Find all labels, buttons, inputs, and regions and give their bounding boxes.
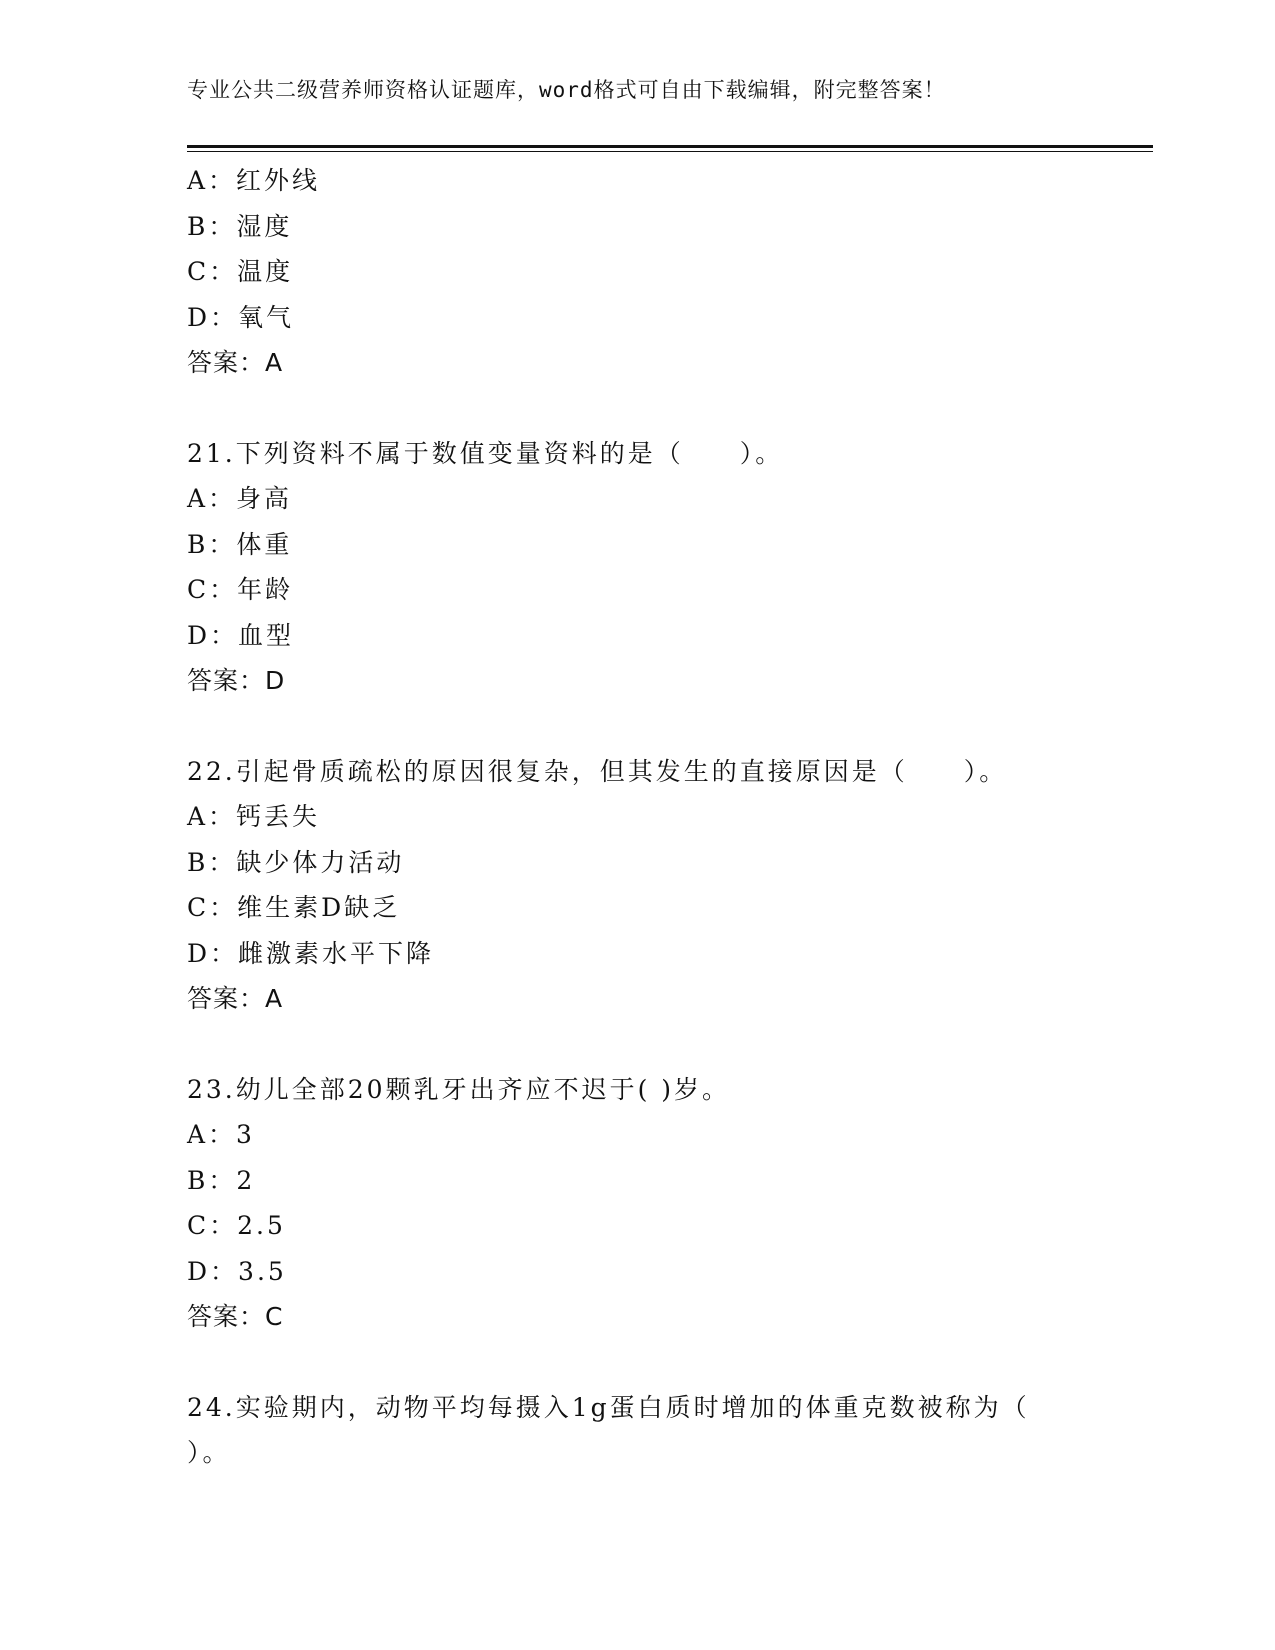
option-a: A：红外线 [187, 166, 321, 195]
header-rule-thin [187, 151, 1153, 152]
option-c: C：维生素D缺乏 [187, 893, 401, 922]
option-a: A：身高 [187, 484, 293, 513]
option-d: D：血型 [187, 620, 295, 650]
header-rule-thick [187, 145, 1153, 148]
option-a: A：钙丢失 [187, 802, 321, 831]
question-text-line-1: 24.实验期内，动物平均每摄入1g蛋白质时增加的体重克数被称为（ [187, 1392, 1030, 1422]
option-d: D：雌激素水平下降 [187, 938, 435, 968]
page-header: 专业公共二级营养师资格认证题库，word格式可自由下载编辑，附完整答案！ [187, 78, 946, 102]
answer-line: 答案：A [187, 348, 284, 377]
question-block-21 [187, 431, 1167, 704]
question-text: 22.引起骨质疏松的原因很复杂，但其发生的直接原因是（ ）。 [187, 756, 1008, 786]
option-d: D：氧气 [187, 302, 295, 332]
question-block-24 [187, 1385, 1167, 1476]
question-text-line-2: ）。 [187, 1438, 231, 1467]
question-text: 23.幼儿全部20颗乳牙出齐应不迟于( )岁。 [187, 1074, 731, 1104]
option-c: C：年龄 [187, 575, 294, 604]
question-block-22 [187, 749, 1167, 1022]
option-c: C：温度 [187, 257, 294, 286]
option-b: B：2 [187, 1165, 256, 1195]
question-content [187, 158, 1167, 1476]
question-text: 21.下列资料不属于数值变量资料的是（ ）。 [187, 438, 784, 468]
answer-line: 答案：C [187, 1302, 284, 1331]
question-block-23 [187, 1067, 1167, 1340]
answer-line: 答案：D [187, 666, 286, 695]
option-b: B：缺少体力活动 [187, 847, 405, 877]
option-a: A：3 [187, 1120, 255, 1149]
option-b: B：体重 [187, 529, 293, 559]
question-block-20 [187, 158, 1167, 386]
answer-line: 答案：A [187, 984, 284, 1013]
option-d: D：3.5 [187, 1256, 287, 1286]
option-b: B：湿度 [187, 211, 293, 241]
option-c: C：2.5 [187, 1211, 286, 1240]
